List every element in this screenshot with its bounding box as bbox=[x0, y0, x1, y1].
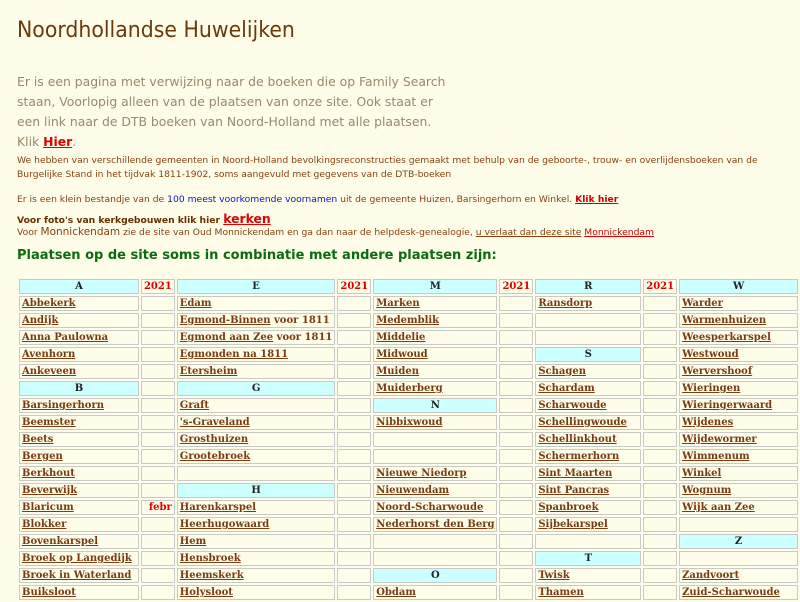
year-note-cell bbox=[337, 551, 371, 566]
year-note-cell bbox=[141, 313, 175, 328]
empty-cell bbox=[373, 449, 497, 464]
header-e: E bbox=[177, 279, 336, 294]
table-row bbox=[19, 449, 798, 464]
place-cell bbox=[373, 500, 497, 515]
place-cell bbox=[535, 500, 641, 515]
year-note-cell bbox=[499, 585, 533, 600]
year-note-cell bbox=[337, 500, 371, 515]
year-note-cell bbox=[141, 347, 175, 362]
place-cell bbox=[679, 347, 798, 362]
place-cell bbox=[679, 585, 798, 600]
year-note-cell bbox=[141, 330, 175, 345]
monnickendam-body: zie de site van Oud Monnickendam en ga dan naar de helpdesk-genealogie, bbox=[120, 227, 476, 238]
place-cell bbox=[19, 398, 139, 413]
place-link[interactable]: Zuid-Scharwoude bbox=[682, 587, 780, 598]
place-link[interactable]: Nederhorst den Berg bbox=[376, 519, 495, 530]
year-note-cell bbox=[499, 568, 533, 583]
table-row bbox=[19, 364, 798, 379]
place-cell bbox=[373, 381, 497, 396]
table-row bbox=[19, 585, 798, 600]
place-cell bbox=[373, 364, 497, 379]
place-link[interactable]: Wieringen bbox=[682, 383, 741, 394]
place-cell bbox=[177, 313, 336, 328]
place-cell bbox=[177, 364, 336, 379]
place-link[interactable]: Scharwoude bbox=[538, 400, 607, 411]
place-link[interactable]: Abbekerk bbox=[22, 298, 76, 309]
year-note-cell bbox=[643, 432, 677, 447]
year-note-cell bbox=[643, 466, 677, 481]
place-link[interactable]: Broek op Langedijk bbox=[22, 553, 132, 564]
table-header-row bbox=[19, 279, 798, 294]
year-note-cell bbox=[499, 551, 533, 566]
place-period: voor 1811 bbox=[270, 315, 330, 326]
place-cell bbox=[177, 568, 336, 583]
year-note-cell bbox=[499, 398, 533, 413]
year-note-cell bbox=[499, 500, 533, 515]
empty-cell bbox=[535, 313, 641, 328]
place-link[interactable]: Nieuwendam bbox=[376, 485, 450, 496]
place-cell bbox=[19, 415, 139, 430]
year-note-cell bbox=[141, 517, 175, 532]
place-cell bbox=[679, 466, 798, 481]
empty-cell bbox=[535, 330, 641, 345]
place-link[interactable]: Etersheim bbox=[179, 366, 238, 377]
year-note-cell bbox=[337, 398, 371, 413]
year-note-cell: febr bbox=[141, 500, 175, 515]
place-cell bbox=[19, 551, 139, 566]
place-link[interactable]: Muiden bbox=[376, 366, 419, 377]
first-names-link[interactable]: Klik hier bbox=[575, 194, 619, 205]
place-link[interactable]: Spanbroek bbox=[538, 502, 599, 513]
header-m: M bbox=[373, 279, 497, 294]
table-row bbox=[19, 551, 798, 566]
place-cell bbox=[19, 517, 139, 532]
place-cell bbox=[535, 466, 641, 481]
place-cell bbox=[373, 483, 497, 498]
place-link[interactable]: Berkhout bbox=[22, 468, 75, 479]
place-cell bbox=[679, 568, 798, 583]
year-note-cell bbox=[499, 415, 533, 430]
year-note-cell bbox=[643, 296, 677, 311]
place-link[interactable]: Egmond aan Zee bbox=[179, 332, 274, 343]
place-link[interactable]: Sint Pancras bbox=[538, 485, 610, 496]
place-cell bbox=[177, 551, 336, 566]
year-note-cell bbox=[643, 415, 677, 430]
place-cell bbox=[19, 313, 139, 328]
place-link[interactable]: Schellingwoude bbox=[538, 417, 627, 428]
place-link[interactable]: Muiderberg bbox=[376, 383, 443, 394]
place-link[interactable]: Zandvoort bbox=[682, 570, 740, 581]
place-cell bbox=[373, 517, 497, 532]
place-link[interactable]: Wijdenes bbox=[682, 417, 734, 428]
letter-header: O bbox=[373, 568, 497, 583]
year-note-cell bbox=[337, 415, 371, 430]
year-note-cell bbox=[337, 449, 371, 464]
intro-hier-link[interactable]: Hier bbox=[43, 134, 73, 149]
year-note-cell bbox=[643, 483, 677, 498]
place-link[interactable]: Grosthuizen bbox=[179, 434, 249, 445]
place-cell bbox=[373, 313, 497, 328]
place-link[interactable]: Grootebroek bbox=[179, 451, 251, 462]
year-note-cell bbox=[141, 568, 175, 583]
place-cell bbox=[679, 415, 798, 430]
place-cell bbox=[535, 517, 641, 532]
place-cell bbox=[19, 347, 139, 362]
table-row bbox=[19, 398, 798, 413]
place-link[interactable]: Blokker bbox=[22, 519, 67, 530]
year-note-cell bbox=[499, 330, 533, 345]
place-link[interactable]: Medemblik bbox=[376, 315, 440, 326]
place-link[interactable]: Noord-Scharwoude bbox=[376, 502, 484, 513]
year-note-cell bbox=[643, 551, 677, 566]
place-link[interactable]: Buiksloot bbox=[22, 587, 76, 598]
year-note-cell bbox=[337, 313, 371, 328]
place-link[interactable]: Wijk aan Zee bbox=[682, 502, 755, 513]
place-cell bbox=[177, 296, 336, 311]
place-link[interactable]: Thamen bbox=[538, 587, 584, 598]
page-title: Noordhollandse Huwelijken bbox=[17, 18, 295, 43]
place-cell bbox=[19, 568, 139, 583]
place-link[interactable]: Warmenhuizen bbox=[682, 315, 767, 326]
year-note-cell bbox=[141, 381, 175, 396]
place-link[interactable]: Nieuwe Niedorp bbox=[376, 468, 467, 479]
monnickendam-link[interactable]: Monnickendam bbox=[584, 227, 654, 238]
place-link[interactable]: Sijbekarspel bbox=[538, 519, 608, 530]
place-cell bbox=[679, 483, 798, 498]
place-cell bbox=[373, 296, 497, 311]
place-cell bbox=[19, 330, 139, 345]
place-link[interactable]: Wervershoof bbox=[682, 366, 753, 377]
place-link[interactable]: Hem bbox=[179, 536, 207, 547]
place-link[interactable]: Andijk bbox=[22, 315, 59, 326]
table-row bbox=[19, 347, 798, 362]
place-link[interactable]: Wijdewormer bbox=[682, 434, 757, 445]
year-note-cell bbox=[337, 381, 371, 396]
place-link[interactable]: Schardam bbox=[538, 383, 595, 394]
year-note-cell bbox=[337, 330, 371, 345]
place-link[interactable]: Westwoud bbox=[682, 349, 739, 360]
letter-header: H bbox=[177, 483, 336, 498]
empty-cell bbox=[177, 466, 336, 481]
place-link[interactable]: Harenkarspel bbox=[179, 502, 257, 513]
intro-end: . bbox=[72, 134, 77, 149]
place-cell bbox=[373, 415, 497, 430]
place-cell bbox=[177, 534, 336, 549]
year-note-cell bbox=[643, 568, 677, 583]
place-link[interactable]: Anna Paulowna bbox=[22, 332, 109, 343]
place-link[interactable]: Egmonden na 1811 bbox=[179, 349, 289, 360]
table-row bbox=[19, 483, 798, 498]
place-cell bbox=[373, 585, 497, 600]
place-cell bbox=[679, 449, 798, 464]
year-note-cell bbox=[499, 534, 533, 549]
year-note-cell bbox=[141, 296, 175, 311]
letter-header: T bbox=[535, 551, 641, 566]
place-cell bbox=[535, 398, 641, 413]
table-row bbox=[19, 330, 798, 345]
place-link[interactable]: Warder bbox=[682, 298, 723, 309]
empty-cell bbox=[373, 534, 497, 549]
year-label: 2021 bbox=[499, 279, 533, 294]
place-link[interactable]: Schermerhorn bbox=[538, 451, 620, 462]
year-note-cell bbox=[499, 449, 533, 464]
place-link[interactable]: Schellinkhout bbox=[538, 434, 617, 445]
place-link[interactable]: Ankeveen bbox=[22, 366, 77, 377]
place-period: voor 1811 bbox=[273, 332, 333, 343]
year-note-cell bbox=[337, 432, 371, 447]
place-link[interactable]: Hensbroek bbox=[179, 553, 241, 564]
first-names-prefix: Er is een klein bestandje van de bbox=[17, 194, 168, 205]
year-note-cell bbox=[643, 330, 677, 345]
place-cell bbox=[19, 432, 139, 447]
section-title: Plaatsen op de site soms in combinatie met andere plaatsen zijn: bbox=[17, 248, 497, 263]
place-cell bbox=[679, 398, 798, 413]
place-cell bbox=[177, 432, 336, 447]
place-cell bbox=[19, 585, 139, 600]
place-cell bbox=[535, 568, 641, 583]
year-note-cell bbox=[337, 347, 371, 362]
place-link[interactable]: Edam bbox=[179, 298, 212, 309]
place-link[interactable]: Schagen bbox=[538, 366, 586, 377]
letter-header: S bbox=[535, 347, 641, 362]
table-row bbox=[19, 432, 798, 447]
table-body bbox=[19, 296, 798, 600]
first-names-suffix: uit de gemeente Huizen, Barsingerhorn en Winkel. bbox=[337, 194, 576, 205]
place-link[interactable]: Midwoud bbox=[376, 349, 428, 360]
place-cell bbox=[19, 449, 139, 464]
header-a: A bbox=[19, 279, 139, 294]
year-label: 2021 bbox=[141, 279, 175, 294]
place-link[interactable]: Egmond-Binnen bbox=[179, 315, 271, 326]
year-note-cell bbox=[141, 364, 175, 379]
year-note-cell bbox=[643, 313, 677, 328]
place-link[interactable]: Heemskerk bbox=[179, 570, 244, 581]
place-cell bbox=[177, 330, 336, 345]
place-link[interactable]: Holysloot bbox=[179, 587, 233, 598]
year-note-cell bbox=[337, 517, 371, 532]
place-link[interactable]: Beemster bbox=[22, 417, 76, 428]
table-row bbox=[19, 466, 798, 481]
intro-text bbox=[17, 72, 452, 152]
place-cell bbox=[19, 483, 139, 498]
place-cell bbox=[373, 347, 497, 362]
place-link[interactable]: Nibbixwoud bbox=[376, 417, 443, 428]
year-note-cell bbox=[643, 517, 677, 532]
letter-header: N bbox=[373, 398, 497, 413]
place-cell bbox=[535, 381, 641, 396]
year-note-cell bbox=[499, 347, 533, 362]
place-cell bbox=[679, 381, 798, 396]
place-cell bbox=[177, 500, 336, 515]
place-cell bbox=[373, 466, 497, 481]
letter-header: B bbox=[19, 381, 139, 396]
year-note-cell bbox=[141, 466, 175, 481]
year-note-cell bbox=[643, 534, 677, 549]
year-label: 2021 bbox=[337, 279, 371, 294]
churches-text bbox=[17, 211, 271, 226]
place-cell bbox=[177, 415, 336, 430]
year-note-cell bbox=[141, 483, 175, 498]
monnickendam-prefix: Voor bbox=[17, 227, 41, 238]
place-cell bbox=[177, 398, 336, 413]
year-note-cell bbox=[643, 347, 677, 362]
table-row bbox=[19, 534, 798, 549]
empty-cell bbox=[535, 534, 641, 549]
header-w: W bbox=[679, 279, 798, 294]
place-link[interactable]: Beets bbox=[22, 434, 54, 445]
table-row bbox=[19, 381, 798, 396]
place-link[interactable]: 's-Graveland bbox=[179, 417, 250, 428]
table-row bbox=[19, 500, 798, 515]
place-cell bbox=[535, 364, 641, 379]
year-note-cell bbox=[499, 517, 533, 532]
year-note-cell bbox=[499, 432, 533, 447]
reconstructions-text bbox=[17, 154, 762, 182]
year-note-cell bbox=[643, 398, 677, 413]
year-note-cell bbox=[499, 381, 533, 396]
year-note-cell bbox=[643, 381, 677, 396]
year-note-cell bbox=[141, 585, 175, 600]
place-cell bbox=[535, 432, 641, 447]
place-link[interactable]: Twisk bbox=[538, 570, 570, 581]
table-row bbox=[19, 296, 798, 311]
first-names-count: 100 bbox=[167, 194, 185, 205]
year-note-cell bbox=[337, 483, 371, 498]
year-note-cell bbox=[499, 313, 533, 328]
place-link[interactable]: Bergen bbox=[22, 451, 63, 462]
year-note-cell bbox=[337, 534, 371, 549]
place-link[interactable]: Obdam bbox=[376, 587, 416, 598]
place-link[interactable]: Ransdorp bbox=[538, 298, 593, 309]
place-cell bbox=[679, 296, 798, 311]
year-note-cell bbox=[141, 551, 175, 566]
churches-link[interactable]: kerken bbox=[223, 211, 271, 226]
place-cell bbox=[535, 296, 641, 311]
table-row bbox=[19, 313, 798, 328]
year-note-cell bbox=[141, 432, 175, 447]
place-cell bbox=[535, 415, 641, 430]
place-cell bbox=[679, 364, 798, 379]
place-link[interactable]: Avenhorn bbox=[22, 349, 76, 360]
place-link[interactable]: Wieringerwaard bbox=[682, 400, 773, 411]
first-names-label: meest voorkomende voornamen bbox=[184, 194, 338, 205]
place-link[interactable]: Wimmenum bbox=[682, 451, 750, 462]
place-cell bbox=[535, 483, 641, 498]
year-note-cell bbox=[643, 500, 677, 515]
year-note-cell bbox=[643, 449, 677, 464]
first-names-text bbox=[17, 194, 618, 205]
place-cell bbox=[177, 347, 336, 362]
place-cell bbox=[535, 449, 641, 464]
place-cell bbox=[373, 330, 497, 345]
empty-cell bbox=[679, 517, 798, 532]
place-link[interactable]: Bovenkarspel bbox=[22, 536, 99, 547]
monnickendam-name: Monnickendam bbox=[40, 226, 121, 238]
place-cell bbox=[535, 585, 641, 600]
leave-site-link[interactable]: u verlaat dan deze site bbox=[475, 227, 582, 238]
year-note-cell bbox=[499, 466, 533, 481]
year-note-cell bbox=[337, 364, 371, 379]
year-note-cell bbox=[141, 415, 175, 430]
place-link[interactable]: Wognum bbox=[682, 485, 732, 496]
empty-cell bbox=[679, 551, 798, 566]
letter-header: Z bbox=[679, 534, 798, 549]
year-note-cell bbox=[141, 534, 175, 549]
place-cell bbox=[679, 500, 798, 515]
places-table bbox=[17, 277, 800, 602]
year-note-cell bbox=[337, 585, 371, 600]
place-cell bbox=[177, 585, 336, 600]
year-label: 2021 bbox=[643, 279, 677, 294]
table-row bbox=[19, 517, 798, 532]
year-note-cell bbox=[499, 483, 533, 498]
table-row bbox=[19, 568, 798, 583]
year-note-cell bbox=[643, 585, 677, 600]
year-note-cell bbox=[337, 296, 371, 311]
place-link[interactable]: Barsingerhorn bbox=[22, 400, 105, 411]
year-note-cell bbox=[337, 466, 371, 481]
year-note-cell bbox=[337, 568, 371, 583]
place-link[interactable]: Weesperkarspel bbox=[682, 332, 771, 343]
year-note-cell bbox=[499, 296, 533, 311]
place-link[interactable]: Blaricum bbox=[22, 502, 74, 513]
place-cell bbox=[19, 534, 139, 549]
place-cell bbox=[679, 330, 798, 345]
place-link[interactable]: Middelie bbox=[376, 332, 426, 343]
year-note-cell bbox=[643, 364, 677, 379]
reconstructions-body: We hebben van verschillende gemeenten in Noord-Holland bevolkingsreconstructies gemaakt met behulp van de geboorte-, trouw- en overlijdensboeken van de Burgelijke Stand in het tijdvak 1811-1902, soms aangevuld met gegevens van de DTB-boeken bbox=[17, 155, 758, 180]
year-note-cell bbox=[499, 364, 533, 379]
place-cell bbox=[19, 364, 139, 379]
place-cell bbox=[679, 432, 798, 447]
place-link[interactable]: Marken bbox=[376, 298, 420, 309]
place-cell bbox=[177, 449, 336, 464]
letter-header: G bbox=[177, 381, 336, 396]
place-link[interactable]: Graft bbox=[179, 400, 210, 411]
place-cell bbox=[19, 296, 139, 311]
header-r: R bbox=[535, 279, 641, 294]
place-cell bbox=[19, 500, 139, 515]
place-link[interactable]: Heerhugowaard bbox=[179, 519, 270, 530]
place-link[interactable]: Beverwijk bbox=[22, 485, 78, 496]
monnickendam-text bbox=[17, 226, 654, 238]
place-cell bbox=[19, 466, 139, 481]
place-link[interactable]: Winkel bbox=[682, 468, 722, 479]
year-note-cell bbox=[141, 449, 175, 464]
empty-cell bbox=[373, 551, 497, 566]
place-link[interactable]: Broek in Waterland bbox=[22, 570, 132, 581]
place-cell bbox=[679, 313, 798, 328]
churches-prefix: Voor foto's van kerkgebouwen klik hier bbox=[17, 215, 224, 226]
place-cell bbox=[177, 517, 336, 532]
table-row bbox=[19, 415, 798, 430]
intro-body: Er is een pagina met verwijzing naar de boeken die op Family Search staan, Voorlopig alleen van de plaatsen van onze site. Ook staat er een link naar de DTB boeken van Noord-Holland met alle plaatsen. Klik bbox=[17, 74, 446, 149]
place-link[interactable]: Sint Maarten bbox=[538, 468, 613, 479]
empty-cell bbox=[373, 432, 497, 447]
year-note-cell bbox=[141, 398, 175, 413]
